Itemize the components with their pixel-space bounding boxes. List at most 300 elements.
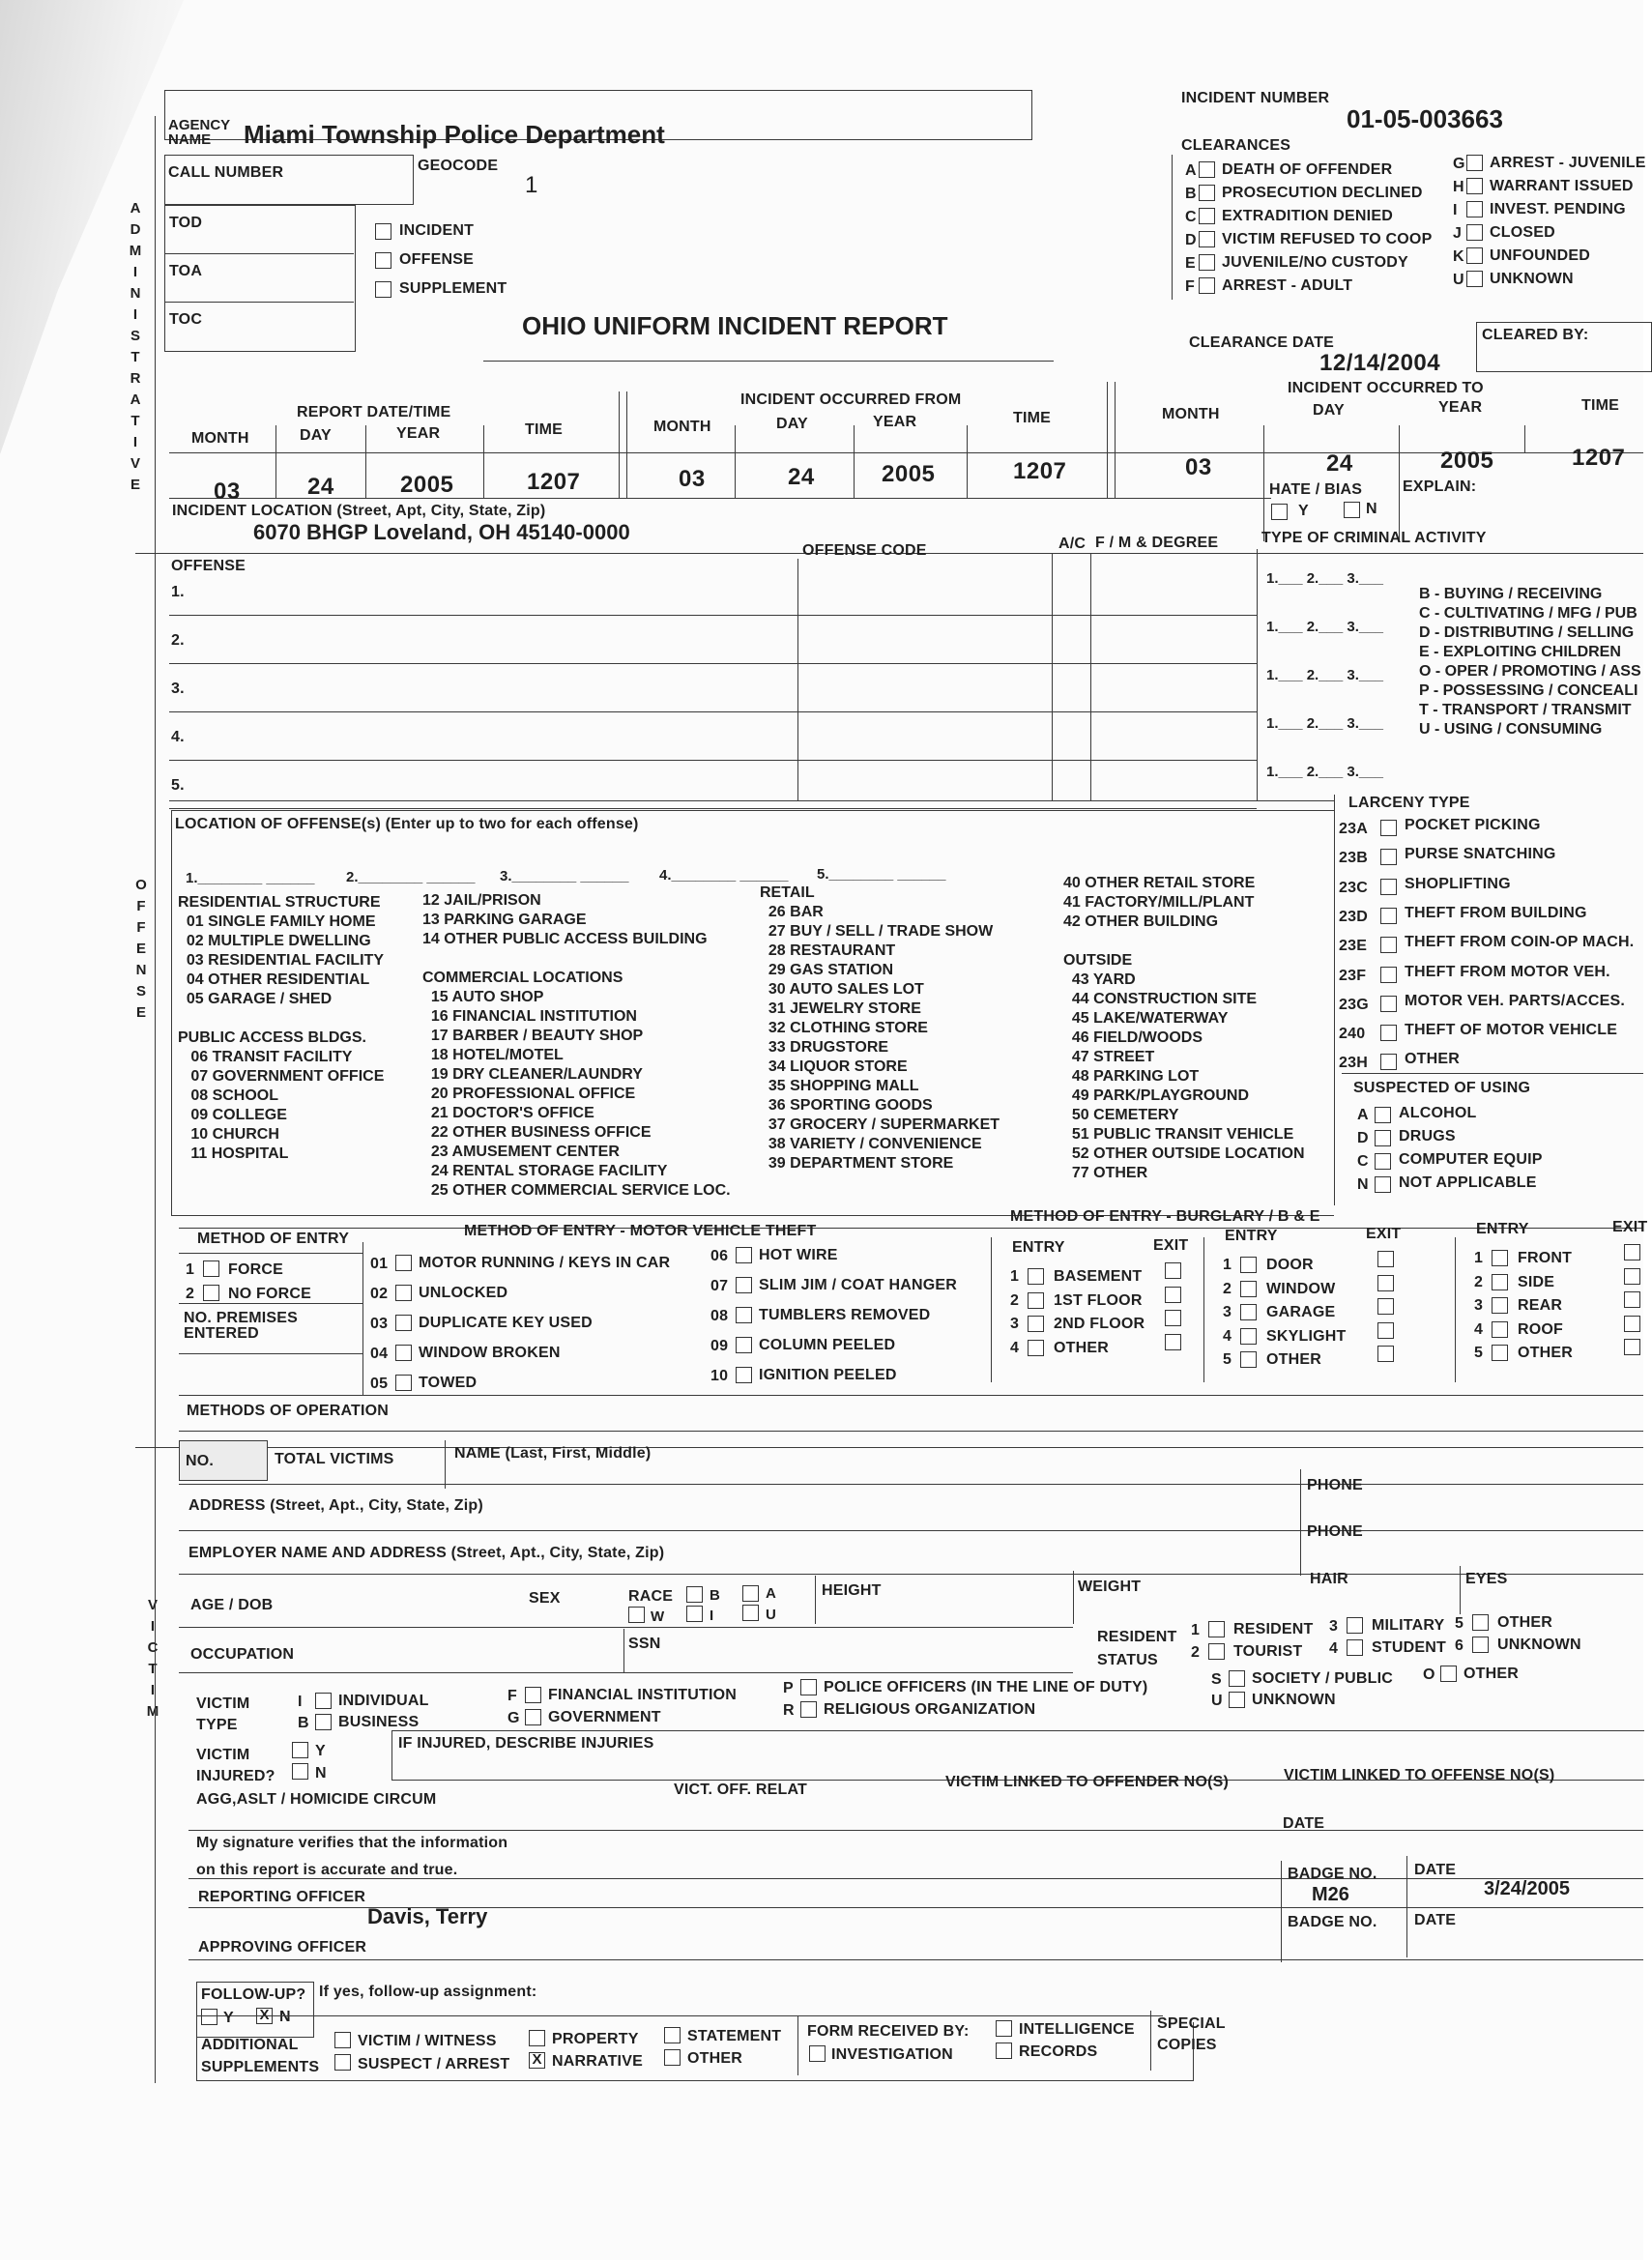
suspect-arrest-checkbox[interactable] bbox=[334, 2054, 351, 2071]
burglary-entry-checkbox[interactable] bbox=[1240, 1351, 1257, 1368]
larceny-23d-checkbox[interactable] bbox=[1380, 908, 1397, 924]
larceny-code: 23F bbox=[1339, 967, 1367, 984]
no-force-label: NO FORCE bbox=[228, 1286, 312, 1302]
investigation-label: INVESTIGATION bbox=[831, 2046, 953, 2063]
location-code-item: 46 FIELD/WOODS bbox=[1063, 1029, 1203, 1046]
location-code-item: RETAIL bbox=[760, 884, 815, 901]
resident-status-checkbox[interactable] bbox=[1347, 1617, 1363, 1634]
race-u-checkbox[interactable] bbox=[742, 1605, 759, 1621]
location-blank-4[interactable]: 4.________ ______ bbox=[659, 867, 789, 884]
location-code-item: 17 BARBER / BEAUTY SHOP bbox=[422, 1028, 644, 1044]
statement-checkbox[interactable] bbox=[664, 2027, 681, 2043]
suspected-code: C bbox=[1357, 1153, 1369, 1170]
clearance-code-e: E bbox=[1185, 255, 1196, 272]
burglary-entry-header: ENTRY bbox=[1012, 1239, 1065, 1256]
rule bbox=[623, 1629, 624, 1672]
location-code-item: 43 YARD bbox=[1063, 971, 1136, 988]
investigation-checkbox[interactable] bbox=[809, 2045, 826, 2062]
toa-label: TOA bbox=[169, 263, 203, 279]
report-year-label: YEAR bbox=[396, 425, 441, 442]
agency-label: AGENCY NAME bbox=[168, 117, 230, 148]
to-time-value[interactable]: 1207 bbox=[1572, 445, 1626, 471]
property-checkbox[interactable] bbox=[529, 2030, 545, 2046]
suspected-c-checkbox[interactable] bbox=[1375, 1153, 1391, 1170]
report-date-value[interactable]: 3/24/2005 bbox=[1484, 1878, 1570, 1899]
location-blank-5[interactable]: 5.________ ______ bbox=[817, 866, 946, 883]
mvt-code: 10 bbox=[710, 1368, 729, 1384]
larceny-23h-checkbox[interactable] bbox=[1380, 1054, 1397, 1070]
to-year-value[interactable]: 2005 bbox=[1440, 448, 1494, 474]
hate-bias-y-checkbox[interactable] bbox=[1271, 504, 1288, 520]
burglary-exit-checkbox[interactable] bbox=[1624, 1291, 1640, 1308]
larceny-23h-label: OTHER bbox=[1405, 1051, 1460, 1068]
criminal-activity-blanks-2[interactable]: 1.___ 2.___ 3.___ bbox=[1266, 619, 1383, 635]
location-code-item: 10 CHURCH bbox=[178, 1126, 279, 1143]
resident-status-checkbox[interactable] bbox=[1472, 1614, 1489, 1631]
burglary-entry-checkbox[interactable] bbox=[1240, 1304, 1257, 1320]
no-force-checkbox[interactable] bbox=[203, 1285, 219, 1301]
activity-code: P - POSSESSING / CONCEALI bbox=[1419, 682, 1638, 699]
victim-type-label: GOVERNMENT bbox=[548, 1709, 661, 1725]
rule bbox=[619, 391, 620, 498]
mvt-10-checkbox[interactable] bbox=[736, 1367, 752, 1383]
clearance-i-label: INVEST. PENDING bbox=[1490, 201, 1626, 217]
victim-type-code: B bbox=[298, 1715, 309, 1731]
hair-label: HAIR bbox=[1310, 1571, 1348, 1587]
rule bbox=[1090, 553, 1091, 800]
burglary-entry-checkbox[interactable] bbox=[1240, 1328, 1257, 1345]
victim-name-label: NAME (Last, First, Middle) bbox=[454, 1445, 652, 1462]
rule bbox=[188, 1907, 1643, 1908]
burglary-entry-header: ENTRY bbox=[1476, 1221, 1529, 1237]
mvt-04-checkbox[interactable] bbox=[395, 1345, 412, 1361]
burglary-exit-checkbox[interactable] bbox=[1377, 1322, 1394, 1339]
total-victims-label: TOTAL VICTIMS bbox=[275, 1451, 394, 1467]
location-code-item: 06 TRANSIT FACILITY bbox=[178, 1049, 353, 1065]
larceny-code: 23C bbox=[1339, 879, 1368, 896]
geocode-label: GEOCODE bbox=[418, 158, 499, 174]
burglary-entry-checkbox[interactable] bbox=[1028, 1268, 1044, 1285]
victim-witness-checkbox[interactable] bbox=[334, 2032, 351, 2048]
suspected-code: D bbox=[1357, 1130, 1369, 1146]
resident-status-checkbox[interactable] bbox=[1208, 1643, 1225, 1660]
force-checkbox[interactable] bbox=[203, 1260, 219, 1277]
location-blank-3[interactable]: 3.________ ______ bbox=[500, 868, 629, 884]
burglary-entry-checkbox[interactable] bbox=[1492, 1345, 1508, 1361]
burglary-entry-checkbox[interactable] bbox=[1028, 1292, 1044, 1309]
rule bbox=[735, 425, 736, 498]
burglary-exit-checkbox[interactable] bbox=[1624, 1339, 1640, 1355]
larceny-23g-checkbox[interactable] bbox=[1380, 996, 1397, 1012]
mvt-10-label: IGNITION PEELED bbox=[759, 1367, 897, 1383]
location-code-item: 29 GAS STATION bbox=[760, 962, 894, 978]
burglary-number: 3 bbox=[1223, 1304, 1232, 1320]
burglary-number: 1 bbox=[1010, 1268, 1020, 1285]
clearance-g-checkbox[interactable] bbox=[1466, 155, 1483, 171]
offense-code-header: OFFENSE CODE bbox=[802, 542, 927, 559]
rule bbox=[1460, 1566, 1461, 1614]
records-checkbox[interactable] bbox=[996, 2043, 1012, 2059]
rule bbox=[169, 498, 1271, 499]
criminal-activity-header: TYPE OF CRIMINAL ACTIVITY bbox=[1261, 530, 1487, 546]
resident-status-checkbox[interactable] bbox=[1472, 1637, 1489, 1653]
supplement-checkbox[interactable] bbox=[375, 281, 391, 298]
mvt-03-checkbox[interactable] bbox=[395, 1315, 412, 1331]
offense-row-1-number: 1. bbox=[171, 584, 185, 600]
race-label: RACE bbox=[628, 1588, 674, 1605]
clearance-code-g: G bbox=[1453, 156, 1465, 172]
injured-n-checkbox[interactable] bbox=[292, 1763, 308, 1780]
mvt-02-checkbox[interactable] bbox=[395, 1285, 412, 1301]
suspected-d-checkbox[interactable] bbox=[1375, 1130, 1391, 1146]
rule bbox=[362, 1242, 363, 1395]
supplements-label-1: ADDITIONAL bbox=[201, 2037, 299, 2053]
clearance-d-checkbox[interactable] bbox=[1199, 231, 1215, 247]
burglary-entry-checkbox[interactable] bbox=[1492, 1250, 1508, 1266]
form-received-label: FORM RECEIVED BY: bbox=[807, 2023, 970, 2040]
activity-code: C - CULTIVATING / MFG / PUB bbox=[1419, 605, 1638, 622]
rule bbox=[1524, 425, 1525, 452]
clearance-code-a: A bbox=[1185, 162, 1197, 179]
victim-type-checkbox[interactable] bbox=[1229, 1670, 1245, 1687]
mvt-06-checkbox[interactable] bbox=[736, 1247, 752, 1263]
criminal-activity-blanks-5[interactable]: 1.___ 2.___ 3.___ bbox=[1266, 764, 1383, 780]
mvt-08-checkbox[interactable] bbox=[736, 1307, 752, 1323]
from-year-label: YEAR bbox=[873, 414, 917, 430]
clearance-code-d: D bbox=[1185, 232, 1197, 248]
clearance-c-checkbox[interactable] bbox=[1199, 208, 1215, 224]
reporting-officer-value[interactable]: Davis, Terry bbox=[367, 1904, 488, 1928]
rule bbox=[991, 1237, 992, 1382]
burglary-exit-checkbox[interactable] bbox=[1165, 1334, 1181, 1350]
incident-checkbox[interactable] bbox=[375, 223, 391, 240]
burglary-exit-header: EXIT bbox=[1366, 1226, 1402, 1242]
rule bbox=[445, 1440, 446, 1489]
burglary-g2-label: WINDOW bbox=[1266, 1280, 1336, 1297]
burglary-entry-checkbox[interactable] bbox=[1240, 1257, 1257, 1273]
burglary-exit-checkbox[interactable] bbox=[1165, 1262, 1181, 1279]
location-code-item: OUTSIDE bbox=[1063, 952, 1133, 969]
location-code-item: 15 AUTO SHOP bbox=[422, 989, 544, 1005]
resident-status-checkbox[interactable] bbox=[1347, 1639, 1363, 1656]
signature-text-2: on this report is accurate and true. bbox=[196, 1862, 458, 1878]
offense-checkbox[interactable] bbox=[375, 252, 391, 269]
clearance-k-label: UNFOUNDED bbox=[1490, 247, 1591, 264]
burglary-exit-checkbox[interactable] bbox=[1624, 1244, 1640, 1260]
method-entry-label: METHOD OF ENTRY bbox=[197, 1231, 350, 1247]
race-a-checkbox[interactable] bbox=[742, 1585, 759, 1602]
burglary-number: 1 bbox=[1223, 1257, 1232, 1273]
location-blank-2[interactable]: 2.________ ______ bbox=[346, 869, 476, 885]
fmd-header: F / M & DEGREE bbox=[1095, 535, 1219, 551]
location-code-item: 47 STREET bbox=[1063, 1049, 1155, 1065]
burglary-entry-checkbox[interactable] bbox=[1028, 1340, 1044, 1356]
mvt-02-label: UNLOCKED bbox=[419, 1285, 508, 1301]
incident-number-value[interactable]: 01-05-003663 bbox=[1347, 104, 1503, 133]
victim-type-checkbox[interactable] bbox=[1229, 1692, 1245, 1708]
rule bbox=[179, 1353, 362, 1354]
sidebar-victim: V I C T I M bbox=[146, 1597, 159, 1720]
victim-type-code: O bbox=[1423, 1666, 1435, 1683]
report-day-value[interactable]: 24 bbox=[307, 474, 334, 500]
to-month-value[interactable]: 03 bbox=[1185, 454, 1212, 480]
burglary-exit-checkbox[interactable] bbox=[1165, 1287, 1181, 1303]
mvt-code: 01 bbox=[370, 1256, 389, 1272]
burglary-g3-label: REAR bbox=[1518, 1297, 1563, 1314]
location-code-item: 01 SINGLE FAMILY HOME bbox=[178, 913, 376, 930]
clearance-h-checkbox[interactable] bbox=[1466, 178, 1483, 194]
clearance-i-checkbox[interactable] bbox=[1466, 201, 1483, 217]
rule bbox=[854, 425, 855, 498]
resident-status-label: STUDENT bbox=[1372, 1639, 1446, 1656]
mvt-07-checkbox[interactable] bbox=[736, 1277, 752, 1293]
larceny-type-label: LARCENY TYPE bbox=[1348, 795, 1470, 811]
resident-status-label: UNKNOWN bbox=[1497, 1637, 1581, 1653]
clearance-g-label: ARREST - JUVENILE bbox=[1490, 155, 1646, 171]
mvt-05-checkbox[interactable] bbox=[395, 1375, 412, 1391]
location-code-item bbox=[1063, 932, 1305, 951]
clearance-date-value[interactable]: 12/14/2004 bbox=[1319, 350, 1441, 376]
location-value[interactable]: 6070 BHGP Loveland, OH 45140-0000 bbox=[253, 520, 630, 544]
rule bbox=[1334, 795, 1335, 1205]
to-day-value[interactable]: 24 bbox=[1326, 450, 1353, 477]
rule bbox=[1281, 1861, 1282, 1962]
activity-code: T - TRANSPORT / TRANSMIT bbox=[1419, 702, 1632, 718]
age-dob-label: AGE / DOB bbox=[190, 1597, 274, 1613]
report-year-value[interactable]: 2005 bbox=[400, 472, 454, 498]
suspected-label: SUSPECTED OF USING bbox=[1353, 1080, 1531, 1096]
call-number-label: CALL NUMBER bbox=[168, 164, 284, 181]
mvt-code: 05 bbox=[370, 1376, 389, 1392]
rule bbox=[1073, 1571, 1074, 1624]
intelligence-checkbox[interactable] bbox=[996, 2020, 1012, 2037]
clearance-b-checkbox[interactable] bbox=[1199, 185, 1215, 201]
report-day-label: DAY bbox=[300, 427, 332, 444]
burglary-exit-checkbox[interactable] bbox=[1377, 1346, 1394, 1362]
suspected-a-label: ALCOHOL bbox=[1399, 1105, 1477, 1121]
victim-type-code: R bbox=[783, 1702, 795, 1719]
victim-type-checkbox[interactable] bbox=[1440, 1666, 1457, 1682]
victim-type-label: RELIGIOUS ORGANIZATION bbox=[824, 1701, 1036, 1718]
location-code-item: PUBLIC ACCESS BLDGS. bbox=[178, 1029, 366, 1046]
mvt-01-checkbox[interactable] bbox=[395, 1255, 412, 1271]
mvt-09-checkbox[interactable] bbox=[736, 1337, 752, 1353]
clearance-code-j: J bbox=[1453, 225, 1463, 242]
criminal-activity-blanks-3[interactable]: 1.___ 2.___ 3.___ bbox=[1266, 667, 1383, 683]
burglary-entry-checkbox[interactable] bbox=[1492, 1274, 1508, 1290]
location-code-item: COMMERCIAL LOCATIONS bbox=[422, 970, 623, 986]
clearance-code-h: H bbox=[1453, 179, 1464, 195]
rule bbox=[797, 559, 798, 800]
victim-type-label: POLICE OFFICERS (IN THE LINE OF DUTY) bbox=[824, 1679, 1148, 1695]
victim-type-label: OTHER bbox=[1464, 1666, 1519, 1682]
rule bbox=[196, 2015, 1163, 2016]
burglary-entry-checkbox[interactable] bbox=[1492, 1321, 1508, 1338]
location-code-item: 08 SCHOOL bbox=[178, 1087, 279, 1104]
suspected-a-checkbox[interactable] bbox=[1375, 1107, 1391, 1123]
suspected-n-checkbox[interactable] bbox=[1375, 1176, 1391, 1193]
badge-label-1: BADGE NO. bbox=[1288, 1866, 1377, 1882]
burglary-g3-label: SIDE bbox=[1518, 1273, 1555, 1290]
resident-status-checkbox[interactable] bbox=[1208, 1621, 1225, 1637]
victim-type-label: VICTIM TYPE bbox=[196, 1695, 250, 1733]
victim-type-checkbox[interactable] bbox=[315, 1693, 332, 1709]
clearance-j-checkbox[interactable] bbox=[1466, 224, 1483, 241]
victim-type-checkbox[interactable] bbox=[525, 1709, 541, 1725]
race-b-checkbox[interactable] bbox=[686, 1586, 703, 1603]
victim-type-checkbox[interactable] bbox=[800, 1679, 817, 1695]
resident-number: 3 bbox=[1329, 1618, 1339, 1635]
supp-other-label: OTHER bbox=[687, 2050, 742, 2067]
resident-status-label: RESIDENT bbox=[1233, 1621, 1314, 1637]
clearance-f-checkbox[interactable] bbox=[1199, 277, 1215, 294]
from-year-value[interactable]: 2005 bbox=[882, 461, 936, 487]
from-label: INCIDENT OCCURRED FROM bbox=[740, 391, 962, 408]
rule bbox=[1150, 2011, 1151, 2071]
geocode-value[interactable]: 1 bbox=[525, 172, 538, 198]
agency-name[interactable]: Miami Township Police Department bbox=[244, 120, 665, 149]
signature-date-label: DATE bbox=[1283, 1815, 1325, 1832]
location-code-item: 18 HOTEL/MOTEL bbox=[422, 1047, 564, 1063]
incident-label: INCIDENT bbox=[399, 222, 475, 239]
activity-codes bbox=[1419, 585, 1641, 739]
rule bbox=[179, 1303, 362, 1304]
describe-injuries-label: IF INJURED, DESCRIBE INJURIES bbox=[398, 1735, 654, 1752]
report-month-value[interactable]: 03 bbox=[214, 478, 241, 505]
suspected-d-label: DRUGS bbox=[1399, 1128, 1456, 1144]
larceny-23a-checkbox[interactable] bbox=[1380, 820, 1397, 836]
form-title: OHIO UNIFORM INCIDENT REPORT bbox=[522, 311, 948, 340]
to-month-label: MONTH bbox=[1162, 406, 1220, 422]
from-time-value[interactable]: 1207 bbox=[1013, 458, 1067, 484]
burglary-exit-checkbox[interactable] bbox=[1165, 1310, 1181, 1326]
clearance-e-checkbox[interactable] bbox=[1199, 254, 1215, 271]
burglary-g3-label: OTHER bbox=[1518, 1345, 1573, 1361]
linked-offender-label: VICTIM LINKED TO OFFENDER NO(S) bbox=[945, 1774, 1230, 1790]
burglary-exit-checkbox[interactable] bbox=[1377, 1298, 1394, 1315]
burglary-exit-checkbox[interactable] bbox=[1377, 1275, 1394, 1291]
clearance-a-label: DEATH OF OFFENDER bbox=[1222, 161, 1393, 178]
resident-number: 1 bbox=[1191, 1622, 1201, 1638]
larceny-23c-checkbox[interactable] bbox=[1380, 879, 1397, 895]
rule bbox=[169, 800, 1334, 801]
mvt-07-label: SLIM JIM / COAT HANGER bbox=[759, 1277, 957, 1293]
suspected-code: A bbox=[1357, 1107, 1369, 1123]
burglary-number: 4 bbox=[1474, 1320, 1484, 1338]
resident-status-label: TOURIST bbox=[1233, 1643, 1303, 1660]
rule bbox=[169, 663, 1257, 664]
narrative-checkbox[interactable]: X bbox=[529, 2052, 545, 2069]
clearance-code-b: B bbox=[1185, 186, 1197, 202]
location-codes-outside bbox=[1063, 874, 1305, 1183]
larceny-23e-checkbox[interactable] bbox=[1380, 937, 1397, 953]
activity-code: D - DISTRIBUTING / SELLING bbox=[1419, 624, 1635, 641]
larceny-23b-checkbox[interactable] bbox=[1380, 849, 1397, 865]
location-code-item: 42 OTHER BUILDING bbox=[1063, 913, 1219, 930]
burglary-g1-label: 1ST FLOOR bbox=[1054, 1291, 1143, 1309]
ac-header: A/C bbox=[1058, 536, 1087, 552]
clearance-u-checkbox[interactable] bbox=[1466, 271, 1483, 287]
victim-type-checkbox[interactable] bbox=[315, 1714, 332, 1730]
burglary-g3-label: FRONT bbox=[1518, 1250, 1573, 1266]
methods-operation-label: METHODS OF OPERATION bbox=[187, 1403, 390, 1419]
location-code-item: 13 PARKING GARAGE bbox=[422, 912, 587, 928]
race-i-checkbox[interactable] bbox=[686, 1606, 703, 1622]
rule bbox=[275, 425, 276, 498]
injured-y-checkbox[interactable] bbox=[292, 1742, 308, 1758]
burglary-entry-checkbox[interactable] bbox=[1492, 1297, 1508, 1314]
criminal-activity-blanks-1[interactable]: 1.___ 2.___ 3.___ bbox=[1266, 570, 1383, 587]
clearance-a-checkbox[interactable] bbox=[1199, 161, 1215, 178]
victim-type-code: S bbox=[1211, 1671, 1222, 1688]
victim-type-label: INDIVIDUAL bbox=[338, 1693, 429, 1709]
hate-bias-n-checkbox[interactable] bbox=[1344, 502, 1360, 518]
rule bbox=[1342, 1073, 1643, 1074]
victim-type-checkbox[interactable] bbox=[525, 1687, 541, 1703]
from-day-value[interactable]: 24 bbox=[788, 464, 815, 490]
burglary-entry-checkbox[interactable] bbox=[1028, 1316, 1044, 1332]
clearance-k-checkbox[interactable] bbox=[1466, 247, 1483, 264]
location-code-item: 38 VARIETY / CONVENIENCE bbox=[760, 1136, 982, 1152]
rule bbox=[967, 425, 968, 498]
burglary-g2-label: OTHER bbox=[1266, 1351, 1321, 1368]
burglary-entry-checkbox[interactable] bbox=[1240, 1281, 1257, 1297]
intelligence-label: INTELLIGENCE bbox=[1019, 2021, 1135, 2038]
location-code-item: 40 OTHER RETAIL STORE bbox=[1063, 875, 1256, 891]
burglary-exit-checkbox[interactable] bbox=[1624, 1316, 1640, 1332]
badge-value[interactable]: M26 bbox=[1312, 1884, 1349, 1905]
location-code-item: 22 OTHER BUSINESS OFFICE bbox=[422, 1124, 652, 1141]
burglary-exit-checkbox[interactable] bbox=[1624, 1268, 1640, 1285]
burglary-exit-checkbox[interactable] bbox=[1377, 1251, 1394, 1267]
victim-type-checkbox[interactable] bbox=[800, 1701, 817, 1718]
rule bbox=[179, 1627, 1073, 1628]
rule bbox=[1300, 1469, 1301, 1576]
rule bbox=[1115, 382, 1116, 498]
larceny-240-checkbox[interactable] bbox=[1380, 1025, 1397, 1041]
sex-label: SEX bbox=[529, 1590, 561, 1607]
from-month-value[interactable]: 03 bbox=[679, 466, 706, 492]
followup-n-checkbox[interactable]: X bbox=[256, 2008, 273, 2024]
location-code-item: 52 OTHER OUTSIDE LOCATION bbox=[1063, 1145, 1305, 1162]
rule bbox=[179, 1484, 1643, 1485]
location-code-item: 23 AMUSEMENT CENTER bbox=[422, 1144, 620, 1160]
location-code-item: 50 CEMETERY bbox=[1063, 1107, 1179, 1123]
larceny-23d-label: THEFT FROM BUILDING bbox=[1405, 904, 1587, 921]
rule bbox=[169, 760, 1257, 761]
location-code-item: 03 RESIDENTIAL FACILITY bbox=[178, 952, 385, 969]
victim-witness-label: VICTIM / WITNESS bbox=[358, 2033, 497, 2049]
larceny-23f-label: THEFT FROM MOTOR VEH. bbox=[1405, 963, 1610, 980]
narrative-label: NARRATIVE bbox=[552, 2053, 643, 2070]
suspected-c-label: COMPUTER EQUIP bbox=[1399, 1151, 1543, 1168]
larceny-23f-checkbox[interactable] bbox=[1380, 967, 1397, 983]
mvt-code: 06 bbox=[710, 1248, 729, 1264]
hate-bias-y-label: Y bbox=[1298, 503, 1309, 519]
burglary-number: 2 bbox=[1010, 1291, 1020, 1309]
rule bbox=[1399, 425, 1400, 541]
clearance-code-c: C bbox=[1185, 209, 1197, 225]
location-code-item: 31 JEWELRY STORE bbox=[760, 1000, 921, 1017]
report-time-value[interactable]: 1207 bbox=[527, 469, 581, 495]
sidebar-offense: O F F E N S E bbox=[135, 877, 147, 1021]
rule bbox=[169, 711, 1257, 712]
location-blank-1[interactable]: 1.________ ______ bbox=[186, 870, 315, 886]
larceny-23c-label: SHOPLIFTING bbox=[1405, 875, 1511, 892]
criminal-activity-blanks-4[interactable]: 1.___ 2.___ 3.___ bbox=[1266, 715, 1383, 732]
race-w-checkbox[interactable] bbox=[628, 1607, 645, 1623]
supp-other-checkbox[interactable] bbox=[664, 2049, 681, 2066]
